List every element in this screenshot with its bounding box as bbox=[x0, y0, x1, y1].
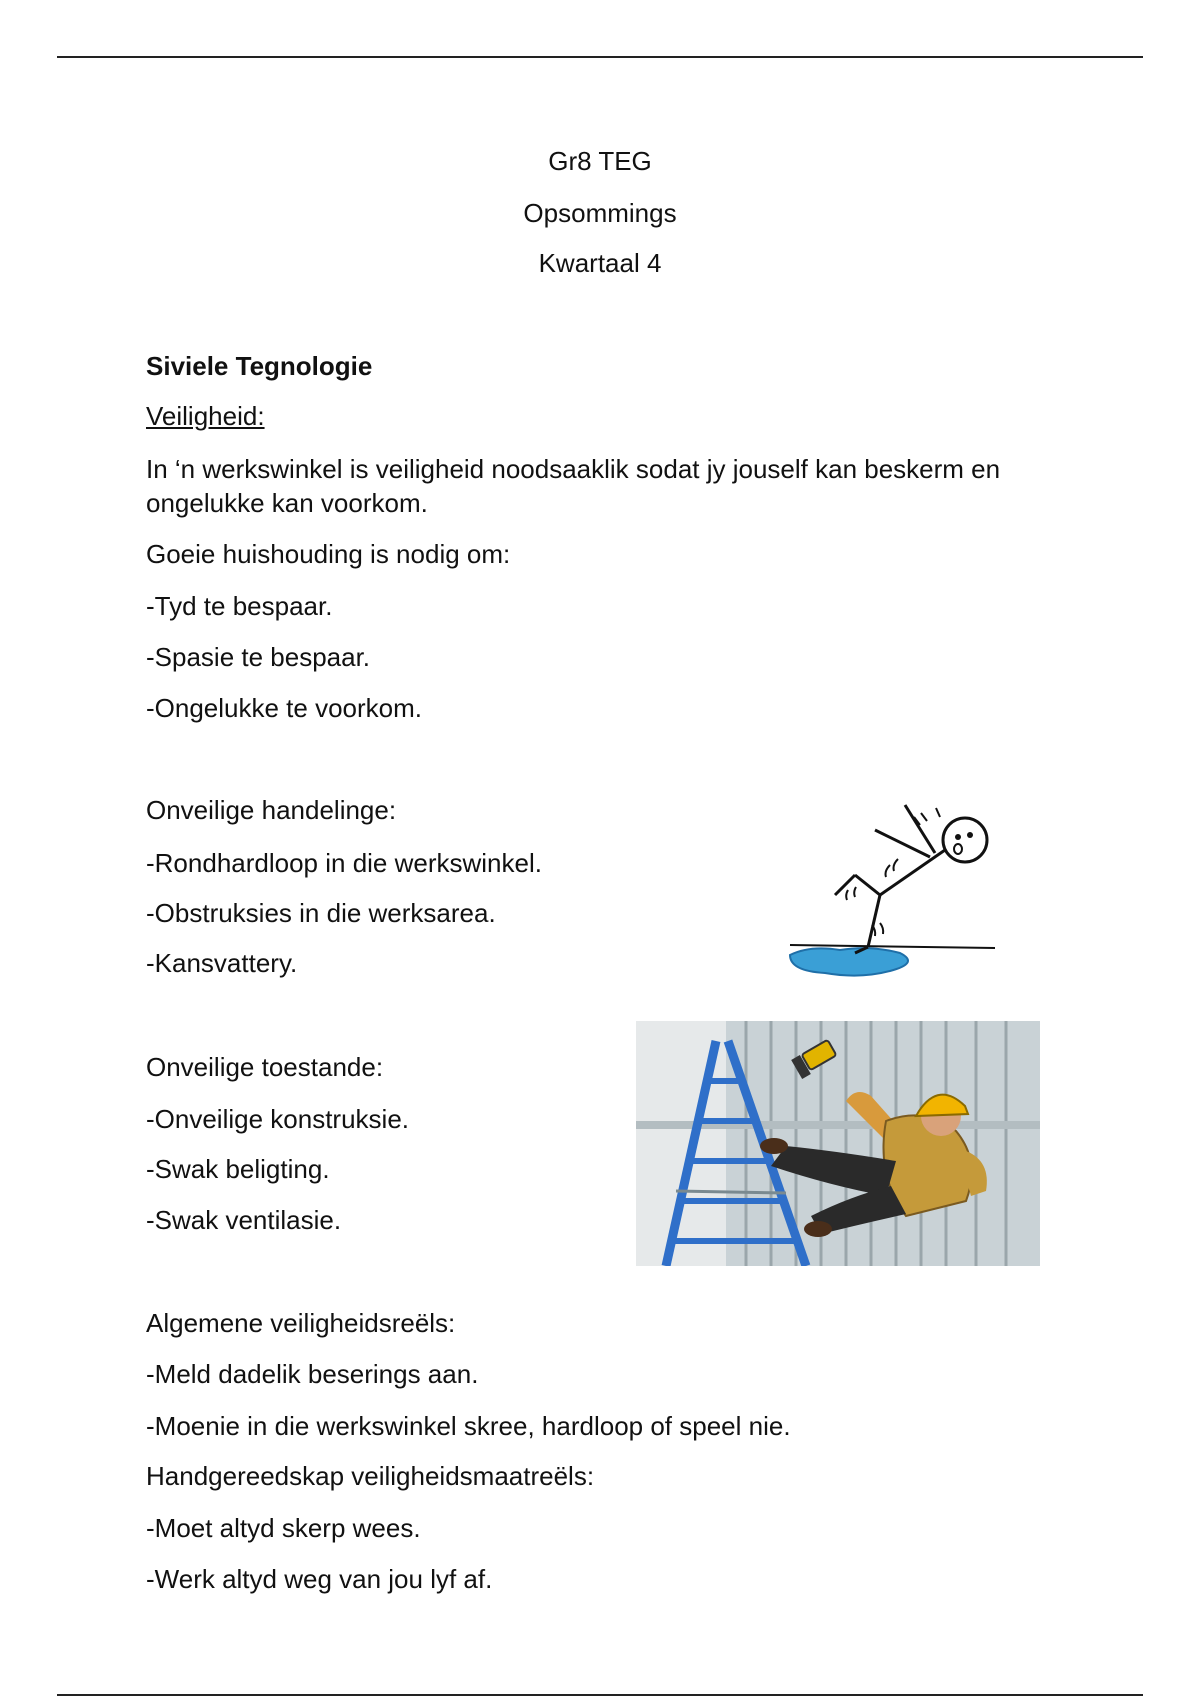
worker-falling-from-ladder-photo bbox=[636, 1021, 1040, 1266]
top-rule bbox=[57, 56, 1143, 58]
list-item: -Werk altyd weg van jou lyf af. bbox=[146, 1564, 493, 1594]
unsafe-actions-heading: Onveilige handelinge: bbox=[146, 795, 397, 825]
list-item: -Onveilige konstruksie. bbox=[146, 1104, 409, 1134]
document-title: Gr8 TEG bbox=[548, 146, 652, 176]
bottom-rule bbox=[57, 1694, 1143, 1696]
list-item: -Swak ventilasie. bbox=[146, 1205, 342, 1235]
list-item: -Tyd te bespaar. bbox=[146, 591, 333, 621]
list-item: -Moenie in die werkswinkel skree, hardloop of speel nie. bbox=[146, 1411, 791, 1441]
section-title: Siviele Tegnologie bbox=[146, 351, 373, 381]
list-item: -Moet altyd skerp wees. bbox=[146, 1513, 421, 1543]
list-item: -Ongelukke te voorkom. bbox=[146, 693, 423, 723]
housekeeping-heading: Goeie huishouding is nodig om: bbox=[146, 539, 511, 569]
list-item: -Swak beligting. bbox=[146, 1154, 330, 1184]
general-rules-heading: Algemene veiligheidsreëls: bbox=[146, 1308, 456, 1338]
list-item: -Meld dadelik beserings aan. bbox=[146, 1359, 479, 1389]
list-item: -Obstruksies in die werksarea. bbox=[146, 898, 496, 928]
slipping-stick-figure-illustration bbox=[780, 795, 1030, 985]
list-item: -Kansvattery. bbox=[146, 948, 298, 978]
hand-tools-heading: Handgereedskap veiligheidsmaatreëls: bbox=[146, 1461, 595, 1491]
section-subtitle: Veiligheid: bbox=[146, 401, 265, 431]
document-term: Kwartaal 4 bbox=[538, 248, 662, 278]
intro-paragraph: In ‘n werkswinkel is veiligheid noodsaaklik sodat jy jouself kan beskerm en ongelukke kan voorkom. bbox=[146, 454, 1001, 518]
unsafe-conditions-heading: Onveilige toestande: bbox=[146, 1052, 384, 1082]
list-item: -Rondhardloop in die werkswinkel. bbox=[146, 848, 542, 878]
list-item: -Spasie te bespaar. bbox=[146, 642, 371, 672]
document-subtitle: Opsommings bbox=[523, 198, 677, 228]
